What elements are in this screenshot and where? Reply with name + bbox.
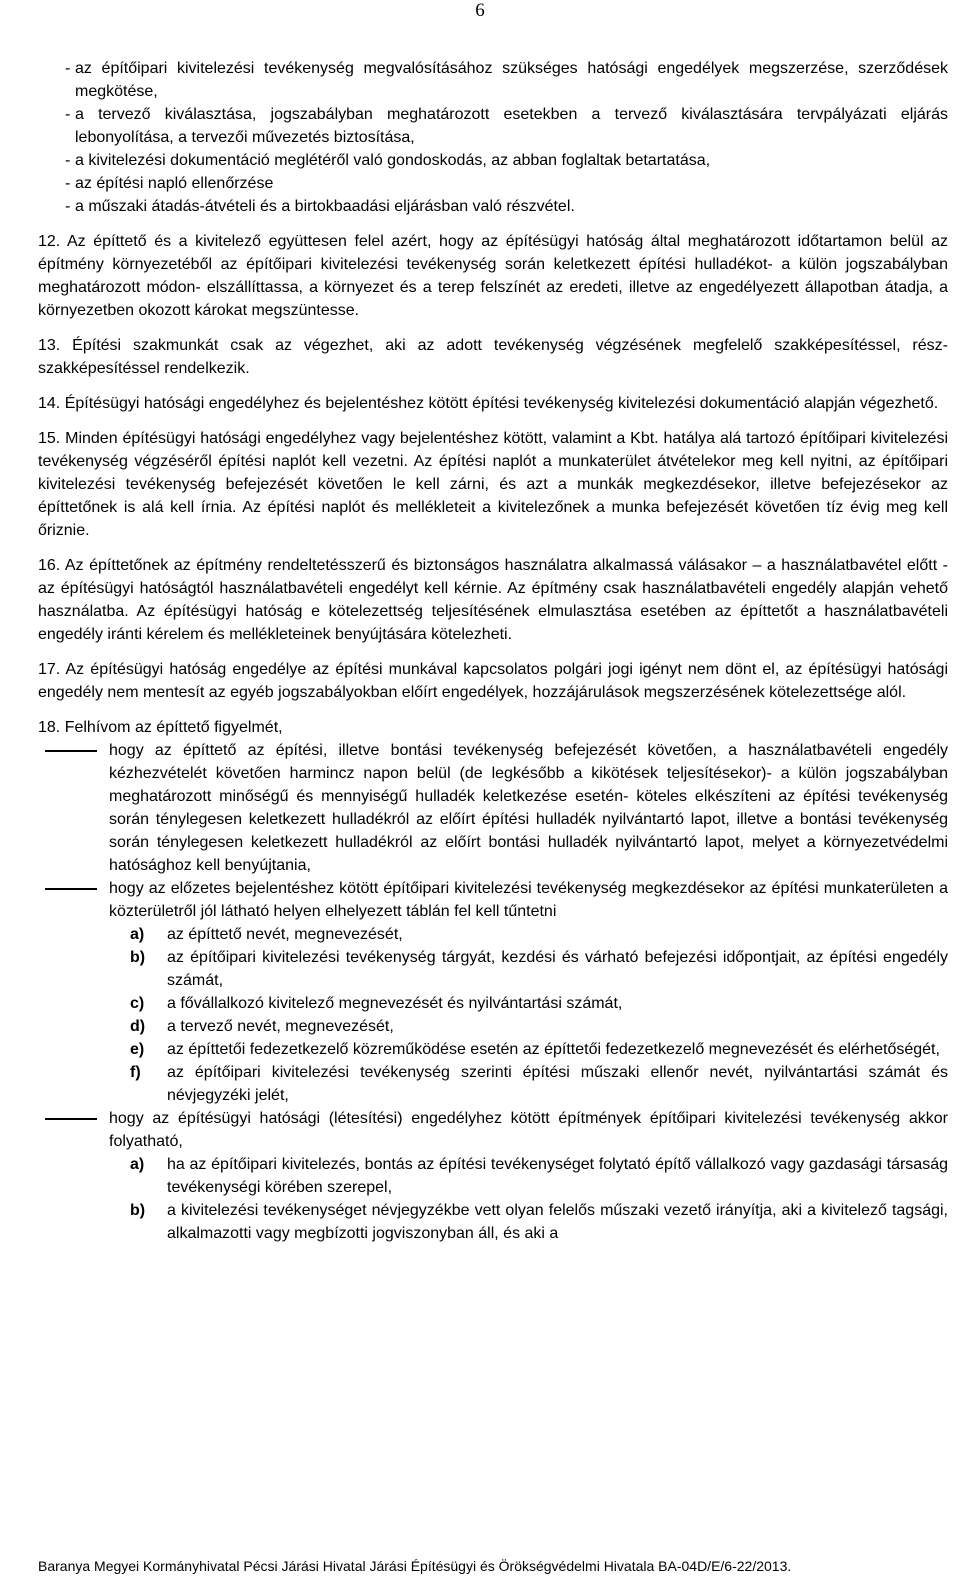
long-dash-mark (38, 1107, 109, 1153)
dash-mark: - (65, 152, 71, 169)
letter-item: e) az építtetői fedezetkezelő közreműködése esetén az építtetői fedezetkezelő megnevezését és elérhetőségét, (130, 1041, 940, 1058)
section-17 (38, 658, 948, 704)
section-18 (38, 716, 948, 1245)
dash-mark: - (65, 60, 71, 77)
long-dash-mark (38, 877, 109, 923)
page-number: 6 (475, 0, 485, 21)
section-text: Minden építésügyi hatósági engedélyhez vagy bejelentéshez kötött, valamint a Kbt. hatálya alá tartozó építőipari kivitelezési tevékenység végzéséről építési naplót kell vezetni. Az építési naplót a munkaterület átvételekor meg kell nyitni, az építőipari kivitelezési tevékenység befejezését követően le kell zárni, és azt a munkák megkezdésekor, illetve befejezésekor az építtetőnek is alá kell írnia. Az építési naplót és mellékleteit a kivitelezőnek a munka befejezését követően tíz évig meg kell őriznie. (38, 430, 948, 539)
list-item: hogy az építtető az építési, illetve bontási tevékenység befejezését követően, a használatbavételi engedély kézhezvételét követően harmincz napon belül (de legkésőbb a kikötések teljesítésekor)- a külön jogszabályban meghatározott minőségű és mennyiségű hulladék keletkezése esetén- köteles elkészíteni az építési tevékenység során ténylegesen keletkezett hulladékról az előírt építési hulladék nyilvántartó lapot, illetve a bontási tevékenység során ténylegesen keletkezett hulladékról az előírt bontási hulladék nyilvántartó lapot, melyet a környezetvédelmi hatósághoz kell benyújtania, (38, 739, 948, 877)
section-number: 14. (38, 395, 61, 412)
section-number: 16. (38, 557, 61, 574)
section-number: 17. (38, 661, 61, 678)
section-12 (38, 230, 948, 322)
dash-mark: - (65, 175, 71, 192)
section-intro: Felhívom az építtető figyelmét, (64, 719, 283, 736)
letter-item: a) az építtető nevét, megnevezését, (130, 926, 403, 943)
intro-list (38, 57, 948, 218)
dash-mark: - (65, 198, 71, 215)
section-number: 12. (38, 233, 61, 250)
section-16 (38, 554, 948, 646)
letter-item: c) a fővállalkozó kivitelező megnevezését és nyilvántartási számát, (130, 995, 623, 1012)
list-item: - az építési napló ellenőrzése (38, 172, 948, 195)
section-number: 18. (38, 719, 61, 736)
section-14 (38, 392, 948, 415)
list-item: - az építőipari kivitelezési tevékenység megvalósításához szükséges hatósági engedélyek megszerzése, szerződések megkötése, (38, 57, 948, 103)
list-item: hogy az építésügyi hatósági (létesítési) engedélyhez kötött építmények építőipari kivitelezési tevékenység akkor folyatható, (38, 1107, 948, 1153)
section-text: Építésügyi hatósági engedélyhez és bejelentéshez kötött építési tevékenység kivitelezési dokumentáció alapján végezhető. (64, 395, 939, 412)
letter-item: a) ha az építőipari kivitelezés, bontás az építési tevékenységet folytató építő vállalkozó vagy gazdasági társaság tevékenységi körében szerepel, (130, 1156, 948, 1196)
section-text: Az építtetőnek az építmény rendeltetésszerű és biztonságos használatra alkalmassá válásakor – a használatbavétel előtt - az építésügyi hatóságtól használatbavételi engedélyt kell kérnie. Az építmény csak használatbavételi engedély alapján vehető használatba. Az építésügyi hatóság e kötelezettség teljesítésének elmulasztása esetében az építtetőt a használatbavételi engedély iránti kérelem és mellékleteinek benyújtására kötelezheti. (38, 557, 949, 643)
letter-item: d) a tervező nevét, megnevezését, (130, 1018, 394, 1035)
section-number: 15. (38, 430, 61, 447)
section-text: Az építtető és a kivitelező együttesen felel azért, hogy az építésügyi hatóság által meghatározott időtartamon belül az építmény környezetéből az építőipari kivitelezési tevékenység során keletkezett építési hulladékot- a külön jogszabályban meghatározott módon- elszállíttassa, a környezet és a terep felszínét az eredeti, illetve az engedélyezett állapotban átadja, a környezetben okozott károkat megszüntesse. (38, 233, 949, 319)
section-15 (38, 427, 948, 542)
section-13 (38, 334, 948, 380)
letter-item: b) az építőipari kivitelezési tevékenység tárgyát, kezdési és várható befejezési időpontjait, az építési engedély számát, (130, 949, 948, 989)
section-number: 13. (38, 337, 61, 354)
section-text: Az építésügyi hatóság engedélye az építési munkával kapcsolatos polgári jogi igényt nem dönt el, az építésügyi hatósági engedély nem mentesít az egyéb jogszabályokban előírt engedélyek, hozzájárulások megszerzésének kötelezettsége alól. (38, 661, 949, 701)
section-text: Építési szakmunkát csak az végezhet, aki az adott tevékenység végzésének megfelelő szakképesítéssel, rész-szakképesítéssel rendelkezik. (38, 337, 948, 377)
letter-item: b) a kivitelezési tevékenységet névjegyzékbe vett olyan felelős műszaki vezető irányítja, aki a kivitelező tagsági, alkalmazotti vagy megbízotti jogviszonyban áll, és aki a (130, 1202, 948, 1242)
dash-mark: - (65, 106, 71, 123)
list-item: hogy az előzetes bejelentéshez kötött építőipari kivitelezési tevékenység megkezdésekor az építési munkaterületen a közterületről jól látható helyen elhelyezett táblán fel kell tűntetni (38, 877, 948, 923)
list-item: - a műszaki átadás-átvételi és a birtokbaadási eljárásban való részvétel. (38, 195, 948, 218)
list-item: - a kivitelezési dokumentáció meglétéről való gondoskodás, az abban foglaltak betartatása, (38, 149, 948, 172)
page-footer: Baranya Megyei Kormányhivatal Pécsi Járási Hivatal Járási Építésügyi és Örökségvédelmi Hivatala BA-04D/E/6-22/2013. (38, 1558, 792, 1574)
document-body (38, 57, 948, 1245)
long-dash-mark (38, 739, 109, 877)
list-item: - a tervező kiválasztása, jogszabályban meghatározott esetekben a tervező kiválasztására tervpályázati eljárás lebonyolítása, a tervezői művezetés biztosítása, (38, 103, 948, 149)
letter-item: f) az építőipari kivitelezési tevékenység szerinti építési műszaki ellenőr nevét, nyilvántartási számát és névjegyzéki jelét, (130, 1064, 948, 1104)
